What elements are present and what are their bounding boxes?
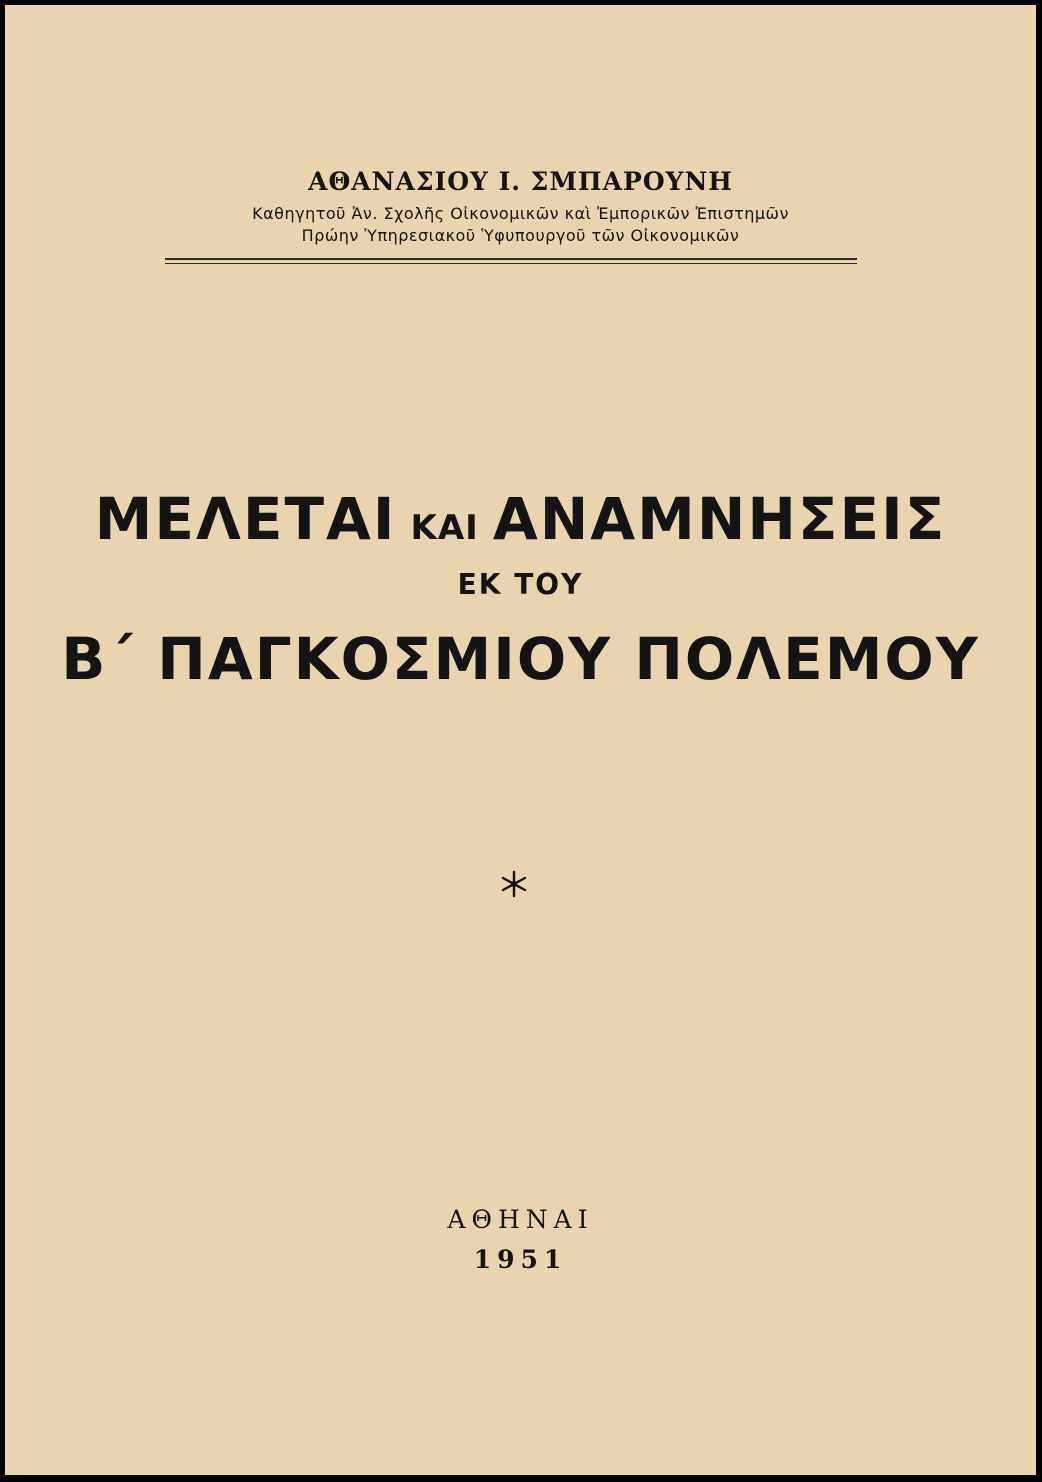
publication-year: 1951 <box>473 1245 568 1274</box>
author-name: ΑΘΑΝΑΣΙΟΥ Ι. ΣΜΠΑΡΟΥΝΗ <box>308 167 733 196</box>
author-affiliation-line-2: Πρώην Ὑπηρεσιακοῦ Ὑφυπουργοῦ τῶν Οἰκονομικῶν <box>301 226 740 245</box>
asterism-ornament-icon <box>499 869 529 899</box>
title-conjunction: ΚΑΙ <box>410 508 479 548</box>
book-title-line-2: ΕΚ ΤΟΥ <box>457 568 584 601</box>
publication-place: ΑΘΗΝΑΙ <box>447 1205 594 1234</box>
book-title-line-3: Β΄ ΠΑΓΚΟΣΜΙΟΥ ΠΟΛΕΜΟΥ <box>61 625 980 693</box>
title-word-studies: ΜΕΛΕΤΑΙ <box>94 485 397 553</box>
author-affiliation-line-1: Καθηγητοῦ Ἀν. Σχολῆς Οἰκονομικῶν καὶ Ἐμπορικῶν Ἐπιστημῶν <box>252 204 789 223</box>
title-word-memories: ΑΝΑΜΝΗΣΕΙΣ <box>492 485 947 553</box>
header-divider-thick <box>165 258 857 260</box>
book-title-line-1 <box>5 485 1036 553</box>
header-divider-thin <box>165 263 857 264</box>
title-page <box>5 5 1036 1475</box>
